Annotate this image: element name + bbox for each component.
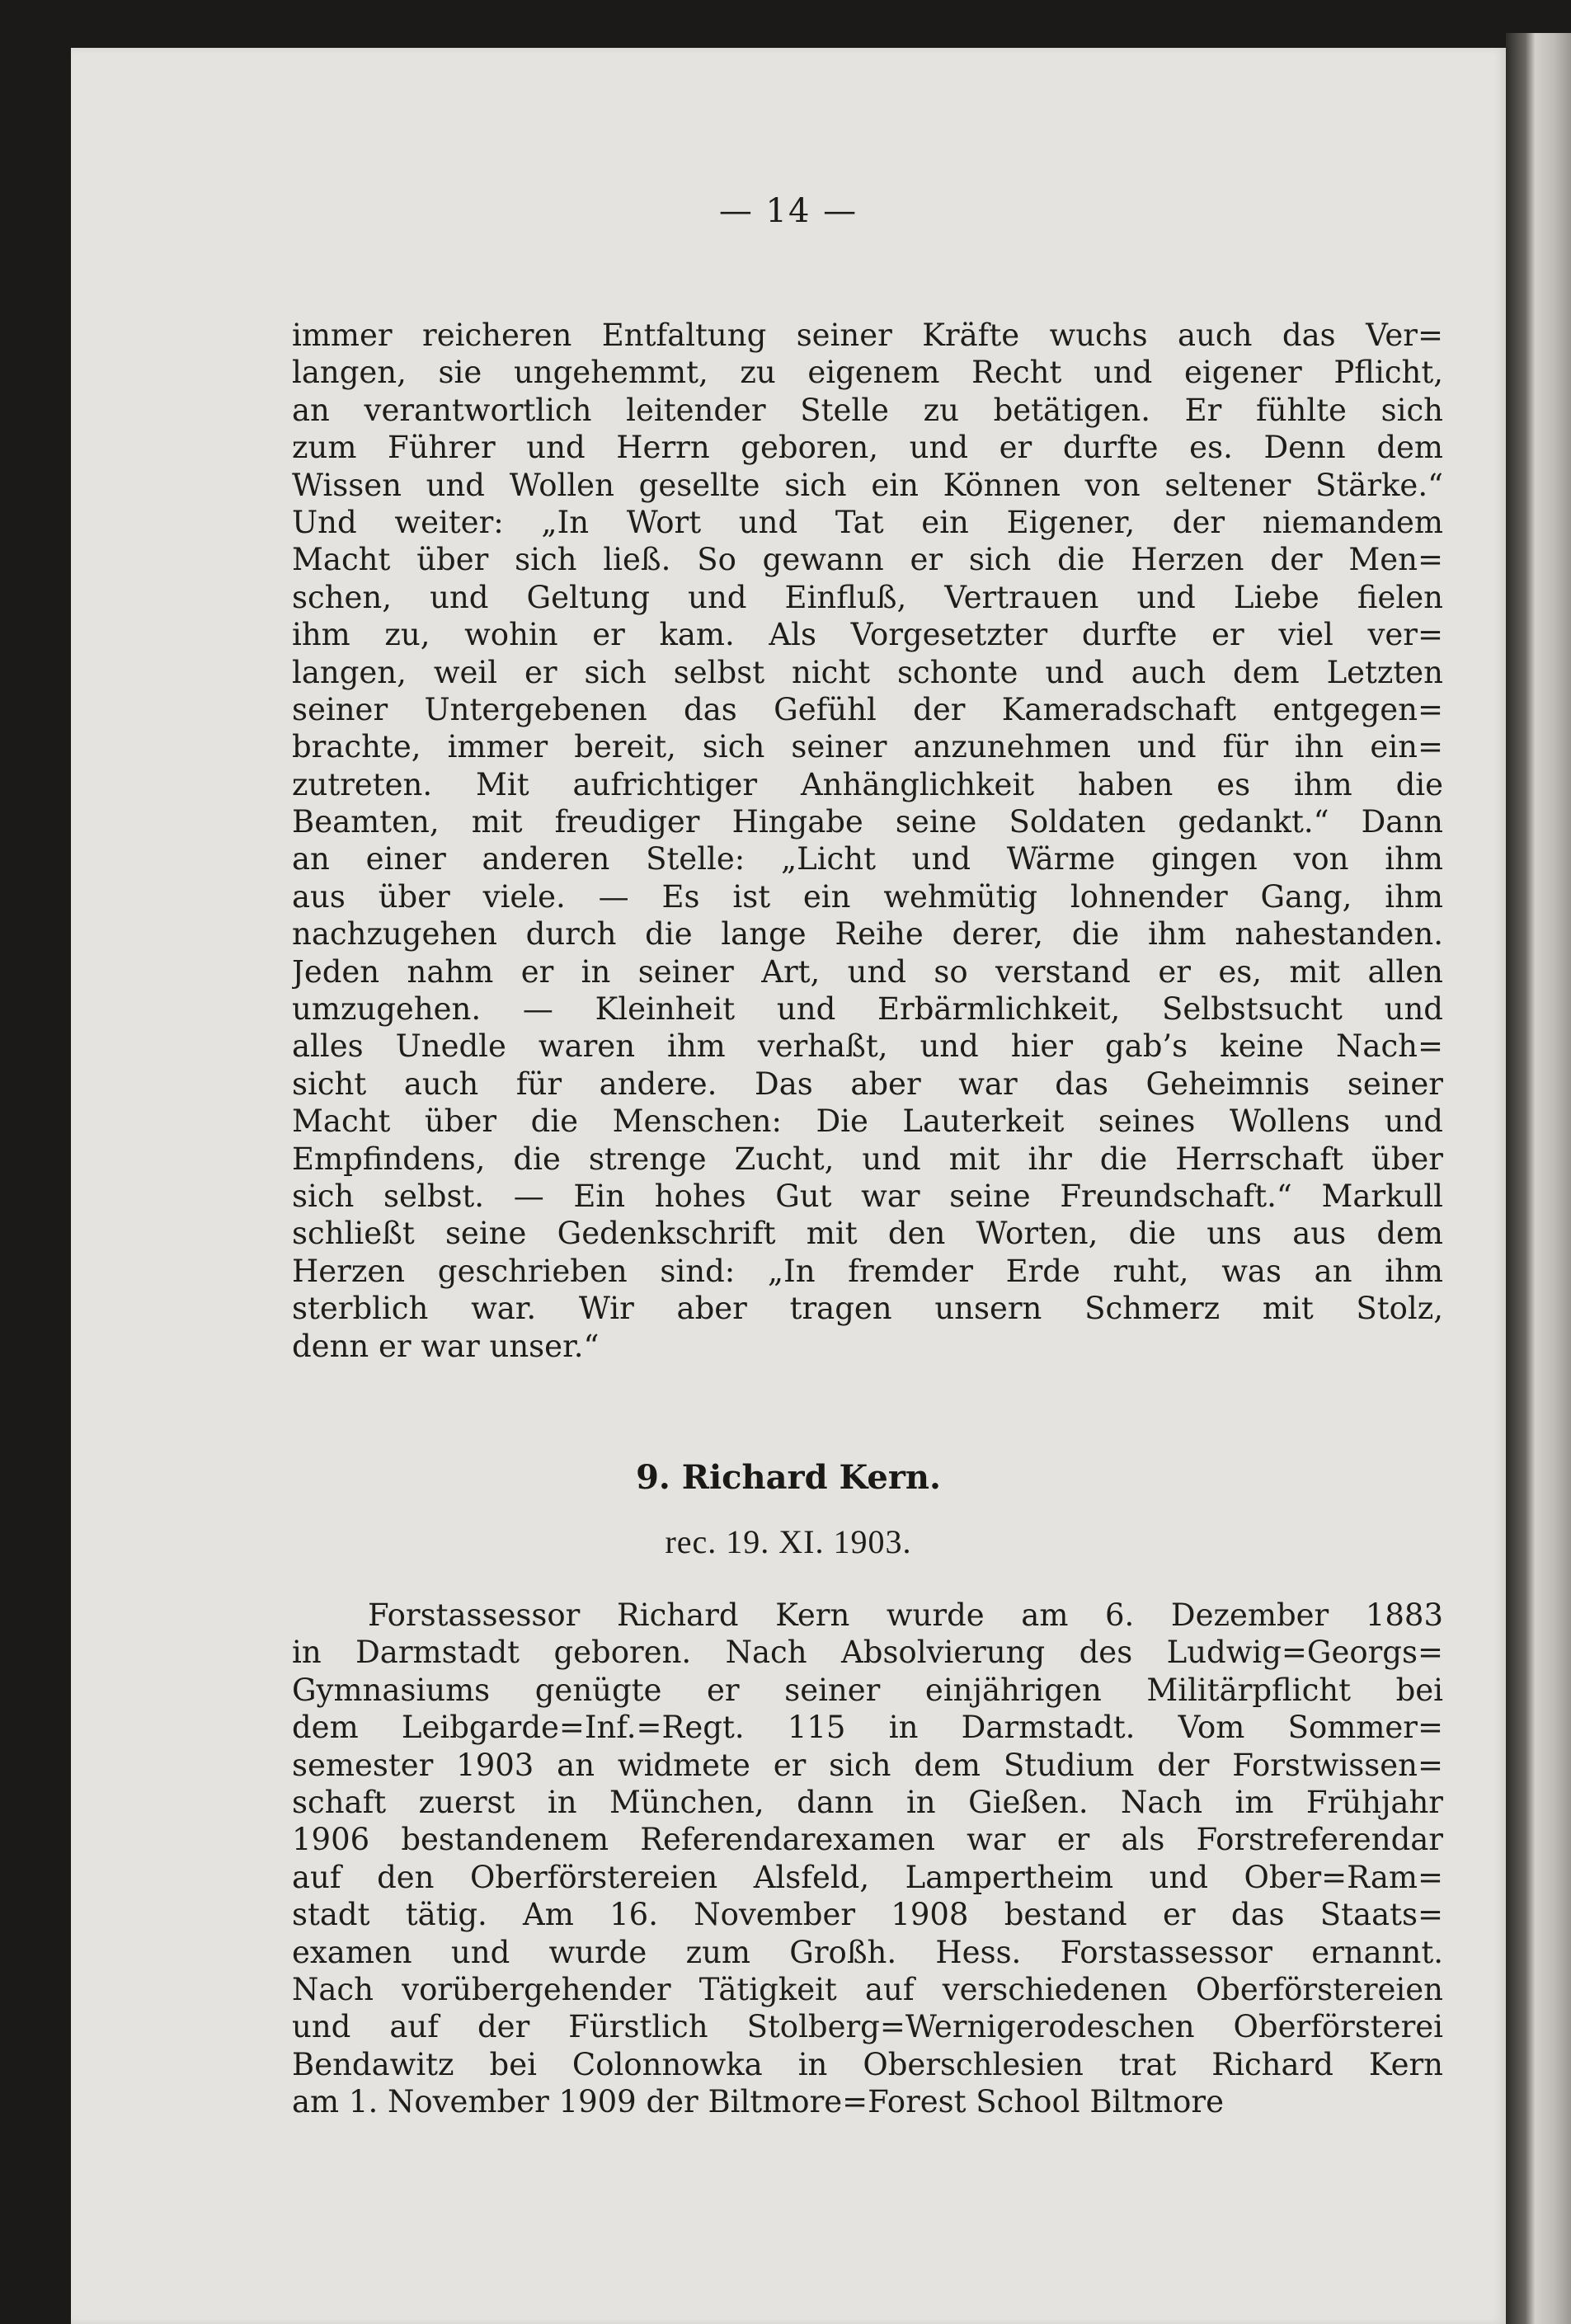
section-heading: 9. Richard Kern. [636, 1458, 941, 1497]
text-line: an verantwortlich leitender Stelle zu betätigen. Er fühlte sich [292, 392, 1443, 428]
text-line: schließt seine Gedenkschrift mit den Worten, die uns aus dem [292, 1216, 1443, 1252]
text-line: sich selbst. — Ein hohes Gut war seine Freundschaft.“ Markull [292, 1178, 1443, 1214]
text-line: Bendawitz bei Colonnowka in Oberschlesien trat Richard Kern [292, 2046, 1443, 2082]
text-line: langen, sie ungehemmt, zu eigenem Recht und eigener Pflicht, [292, 355, 1443, 391]
text-line: alles Unedle waren ihm verhaßt, und hier gab’s keine Nach= [292, 1028, 1443, 1065]
text-line: dem Leibgarde=Inf.=Regt. 115 in Darmstadt. Vom Sommer= [292, 1710, 1443, 1746]
text-line: Jeden nahm er in seiner Art, und so verstand er es, mit allen [292, 953, 1443, 990]
text-line: langen, weil er sich selbst nicht schonte und auch dem Letzten [292, 654, 1443, 690]
text-line: sicht auch für andere. Das aber war das Geheimnis seiner [292, 1066, 1443, 1102]
text-line: zutreten. Mit aufrichtiger Anhänglichkeit haben es ihm die [292, 766, 1443, 802]
text-line: ihm zu, wohin er kam. Als Vorgesetzter durfte er viel ver= [292, 617, 1443, 653]
text-line: brachte, immer bereit, sich seiner anzunehmen und für ihn ein= [292, 729, 1443, 765]
text-line: immer reicheren Entfaltung seiner Kräfte wuchs auch das Ver= [292, 318, 1443, 353]
text-line: Empfindens, die strenge Zucht, und mit ihr die Herrschaft über [292, 1141, 1443, 1177]
text-line: examen und wurde zum Großh. Hess. Forstassessor ernannt. [292, 1934, 1443, 1970]
page-number: — 14 — [718, 192, 858, 230]
text-line: Forstassessor Richard Kern wurde am 6. Dezember 1883 [368, 1597, 1443, 1633]
text-line: Wissen und Wollen gesellte sich ein Können von seltener Stärke.“ [292, 467, 1443, 503]
text-line: schen, und Geltung und Einfluß, Vertrauen und Liebe fielen [292, 579, 1443, 615]
text-line: umzugehen. — Kleinheit und Erbärmlichkeit, Selbstsucht und [292, 991, 1443, 1028]
page-edge [1506, 33, 1571, 2324]
text-line: Beamten, mit freudiger Hingabe seine Soldaten gedankt.“ Dann [292, 804, 1443, 840]
text-line: schaft zuerst in München, dann in Gießen. Nach im Frühjahr [292, 1784, 1443, 1820]
text-line: Macht über die Menschen: Die Lauterkeit seines Wollens und [292, 1103, 1443, 1140]
paragraph-2 [292, 1597, 1443, 2120]
text-line: denn er war unser.“ [292, 1328, 600, 1364]
text-line: Und weiter: „In Wort und Tat ein Eigener, der niemandem [292, 504, 1443, 540]
text-line: stadt tätig. Am 16. November 1908 bestand er das Staats= [292, 1897, 1443, 1933]
text-line: Gymnasiums genügte er seiner einjährigen Militärpflicht bei [292, 1672, 1443, 1708]
text-line: und auf der Fürstlich Stolberg=Wernigerodeschen Oberförsterei [292, 2009, 1443, 2045]
text-line: 1906 bestandenem Referendarexamen war er als Forstreferendar [292, 1822, 1443, 1858]
paragraph-1 [292, 317, 1443, 1365]
text-line: in Darmstadt geboren. Nach Absolvierung des Ludwig=Georgs= [292, 1635, 1443, 1671]
text-line: nachzugehen durch die lange Reihe derer, die ihm nahestanden. [292, 916, 1443, 953]
text-line: zum Führer und Herrn geboren, und er durfte es. Denn dem [292, 430, 1443, 466]
text-line: an einer anderen Stelle: „Licht und Wärme gingen von ihm [292, 841, 1443, 877]
text-line: aus über viele. — Es ist ein wehmütig lohnender Gang, ihm [292, 878, 1443, 915]
text-line: sterblich war. Wir aber tragen unsern Schmerz mit Stolz, [292, 1291, 1443, 1327]
text-line: Nach vorübergehender Tätigkeit auf verschiedenen Oberförstereien [292, 1971, 1443, 2007]
reception-date: rec. 19. XI. 1903. [665, 1523, 912, 1560]
text-line: seiner Untergebenen das Gefühl der Kameradschaft entgegen= [292, 691, 1443, 727]
text-line: Macht über sich ließ. So gewann er sich die Herzen der Men= [292, 542, 1443, 578]
text-line: Herzen geschrieben sind: „In fremder Erde ruht, was an ihm [292, 1253, 1443, 1289]
book-page [71, 48, 1506, 2324]
text-line: am 1. November 1909 der Biltmore=Forest School Biltmore [292, 2084, 1224, 2120]
text-line: semester 1903 an widmete er sich dem Studium der Forstwissen= [292, 1747, 1443, 1783]
text-line: auf den Oberförstereien Alsfeld, Lampertheim und Ober=Ram= [292, 1859, 1443, 1895]
